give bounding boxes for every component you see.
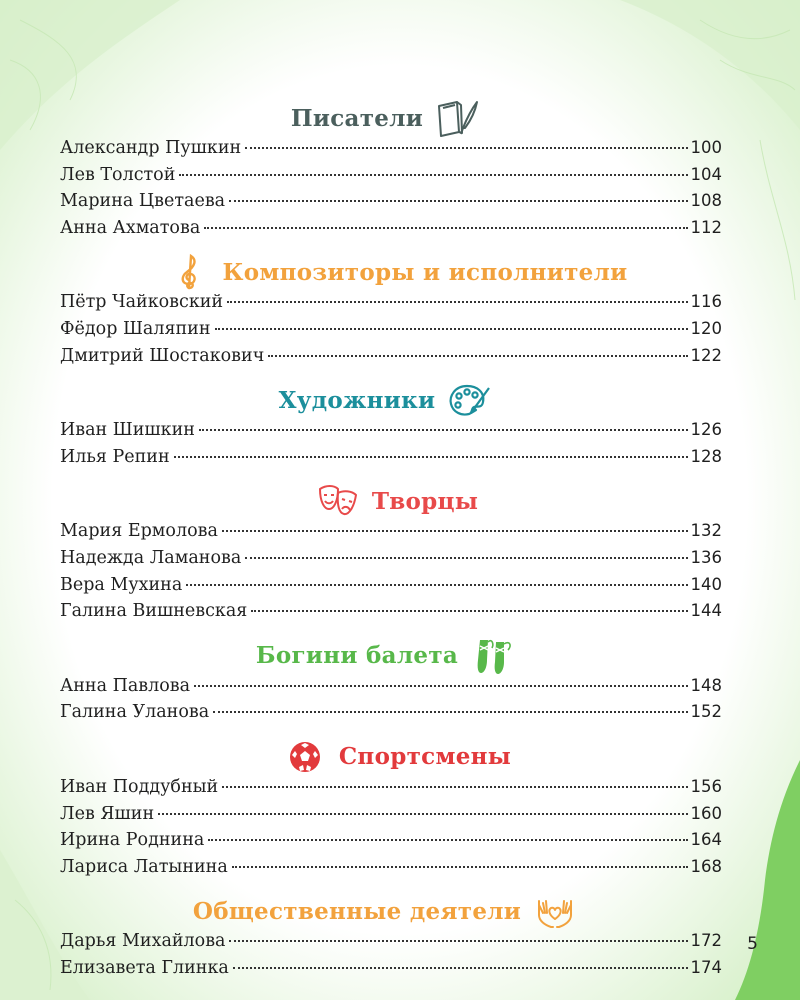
entry-name: Лев Яшин (60, 803, 155, 824)
dot-leader (229, 940, 687, 942)
section-title: Художники (278, 386, 436, 414)
entry-name: Дарья Михайлова (60, 931, 226, 952)
section-public-figures (60, 893, 722, 984)
section-title: Композиторы и исполнители (222, 258, 628, 286)
entry-page: 128 (690, 446, 722, 466)
entry-page: 116 (690, 292, 722, 312)
dot-leader (245, 147, 687, 149)
dot-leader (204, 227, 687, 229)
entry-page: 108 (690, 191, 722, 211)
section-heading (60, 739, 722, 775)
entry-name: Александр Пушкин (60, 138, 242, 158)
section-heading (60, 483, 722, 519)
list-item[interactable] (60, 138, 722, 165)
dot-leader (233, 967, 688, 969)
list-item[interactable] (60, 804, 722, 831)
section-title: Богини балета (255, 642, 459, 670)
dot-leader (199, 429, 688, 431)
dot-leader (245, 557, 687, 559)
list-item[interactable] (60, 346, 722, 373)
section-heading (60, 382, 722, 418)
section-title: Спортсмены (338, 743, 512, 771)
section-heading (60, 893, 722, 929)
entry-page: 132 (690, 521, 722, 541)
entry-page: 104 (690, 164, 722, 184)
entry-name: Марина Цветаева (60, 191, 226, 212)
list-item[interactable] (60, 548, 722, 575)
section-heading (60, 638, 722, 674)
dot-leader (174, 456, 688, 458)
list-item[interactable] (60, 165, 722, 192)
dot-leader (194, 685, 687, 687)
entry-page: 144 (690, 601, 722, 621)
entry-name: Галина Вишневская (60, 601, 248, 622)
entry-page: 168 (690, 856, 722, 876)
entry-name: Иван Шишкин (60, 420, 195, 441)
entry-name: Галина Уланова (60, 702, 210, 723)
hands-heart-icon (533, 891, 577, 931)
entry-page: 172 (690, 931, 722, 951)
dot-leader (186, 584, 687, 586)
entry-page: 120 (690, 318, 722, 338)
list-item[interactable] (60, 958, 722, 985)
palette-brush-icon (447, 380, 491, 420)
section-ballet (60, 638, 722, 729)
dot-leader (179, 174, 687, 176)
entry-page: 152 (690, 702, 722, 722)
entry-name: Пётр Чайковский (60, 292, 224, 313)
entry-name: Фёдор Шаляпин (60, 318, 211, 339)
entry-name: Дмитрий Шостакович (60, 345, 265, 366)
entry-name: Ирина Роднина (60, 830, 205, 851)
list-item[interactable] (60, 601, 722, 628)
list-item[interactable] (60, 857, 722, 884)
entry-page: 100 (690, 138, 722, 157)
pointe-shoes-icon (470, 636, 514, 676)
list-item[interactable] (60, 447, 722, 474)
dot-leader (215, 328, 688, 330)
entry-page: 156 (690, 776, 722, 796)
entry-name: Лев Толстой (60, 164, 176, 185)
section-composers (60, 254, 722, 372)
list-item[interactable] (60, 777, 722, 804)
section-writers (60, 100, 722, 244)
book-quill-icon (435, 98, 479, 138)
list-item[interactable] (60, 931, 722, 958)
list-item[interactable] (60, 191, 722, 218)
section-creators (60, 483, 722, 627)
section-heading (60, 254, 722, 290)
dot-leader (229, 200, 687, 202)
table-of-contents (60, 100, 722, 994)
list-item[interactable] (60, 218, 722, 245)
theatre-masks-icon (316, 481, 360, 521)
entry-page: 122 (690, 345, 722, 365)
dot-leader (222, 530, 688, 532)
entry-page: 174 (690, 957, 722, 977)
entry-name: Мария Ермолова (60, 521, 218, 542)
page-number: 5 (747, 934, 758, 954)
entry-name: Вера Мухина (60, 574, 183, 595)
dot-leader (227, 301, 687, 303)
entry-page: 136 (690, 547, 722, 567)
list-item[interactable] (60, 830, 722, 857)
entry-page: 112 (690, 217, 722, 237)
list-item[interactable] (60, 676, 722, 703)
entry-name: Анна Ахматова (60, 217, 201, 238)
dot-leader (268, 355, 687, 357)
list-item[interactable] (60, 521, 722, 548)
dot-leader (232, 866, 688, 868)
entry-page: 140 (690, 574, 722, 594)
entry-name: Надежда Ламанова (60, 547, 242, 568)
entry-name: Лариса Латынина (60, 856, 228, 877)
section-artists (60, 382, 722, 473)
entry-name: Илья Репин (60, 446, 170, 467)
entry-page: 160 (690, 803, 722, 823)
list-item[interactable] (60, 292, 722, 319)
dot-leader (208, 839, 687, 841)
section-heading (60, 100, 722, 136)
section-title: Писатели (290, 104, 424, 132)
entry-page: 126 (690, 420, 722, 440)
section-sport (60, 739, 722, 883)
section-title: Общественные деятели (192, 897, 522, 925)
list-item[interactable] (60, 702, 722, 729)
soccer-ball-icon (283, 737, 327, 777)
section-title: Творцы (371, 487, 479, 515)
dot-leader (158, 813, 687, 815)
list-item[interactable] (60, 420, 722, 447)
entry-page: 148 (690, 675, 722, 695)
treble-clef-icon (167, 252, 211, 292)
entry-name: Анна Павлова (60, 675, 191, 696)
entry-name: Елизавета Глинка (60, 957, 229, 978)
dot-leader (213, 711, 687, 713)
entry-name: Иван Поддубный (60, 776, 219, 797)
list-item[interactable] (60, 319, 722, 346)
list-item[interactable] (60, 575, 722, 602)
dot-leader (222, 786, 687, 788)
dot-leader (251, 610, 687, 612)
entry-page: 164 (690, 830, 722, 850)
